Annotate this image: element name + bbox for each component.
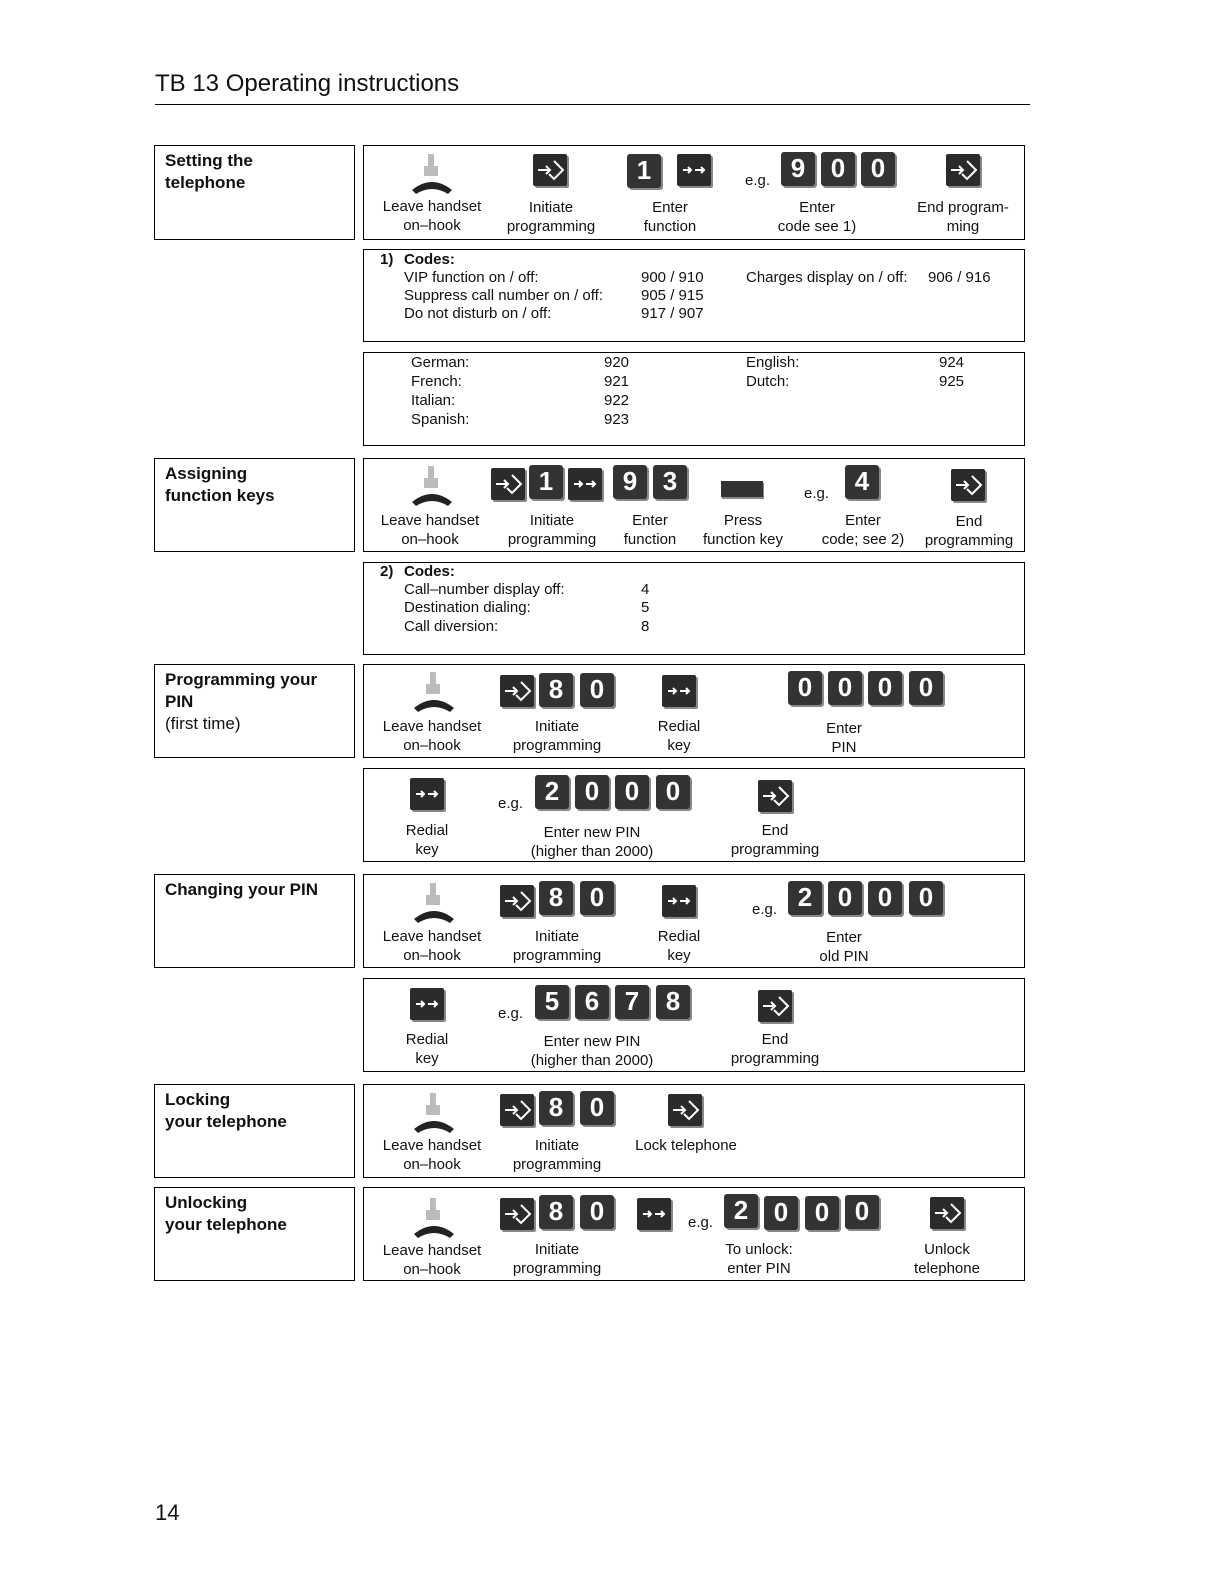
label-line: Setting the	[165, 151, 253, 170]
code-name: Destination dialing:	[404, 599, 531, 616]
digit-key: 0	[805, 1196, 839, 1230]
label-locking-telephone	[154, 1084, 355, 1178]
step-caption: Unlock telephone	[914, 1241, 980, 1277]
program-key-icon	[951, 469, 985, 501]
program-key-icon	[500, 885, 534, 917]
codes-note-2	[363, 562, 1025, 655]
label-assigning-function-keys	[154, 458, 355, 552]
eg-label: e.g.	[498, 1005, 524, 1022]
function-key-icon	[568, 468, 602, 500]
digit-key: 5	[535, 985, 569, 1019]
language-code: 923	[604, 411, 630, 428]
redial-key-icon	[662, 675, 696, 707]
page-number: 14	[155, 1500, 180, 1525]
digit-key: 0	[788, 671, 822, 705]
step-caption: Enter function	[643, 199, 697, 235]
label-line: Programming your	[165, 670, 318, 689]
function-key-icon	[721, 481, 763, 497]
step-caption: End programming	[730, 1031, 820, 1067]
program-key-icon	[500, 675, 534, 707]
code-value: 917 / 907	[641, 305, 704, 322]
digit-key: 0	[828, 881, 862, 915]
step-caption: Leave handset on–hook	[382, 718, 482, 754]
digit-key: 1	[627, 154, 661, 188]
handset-on-hook-icon	[410, 1196, 458, 1240]
digit-key: 2	[788, 881, 822, 915]
digit-key: 0	[909, 881, 943, 915]
step-caption: Initiate programming	[507, 512, 597, 548]
digit-key: 0	[615, 775, 649, 809]
code-value: 905 / 915	[641, 287, 704, 304]
step-caption: Lock telephone	[635, 1137, 737, 1154]
code-value: 8	[641, 618, 650, 635]
label-line: function keys	[165, 486, 275, 505]
language-code: 924	[939, 354, 965, 371]
language-code: 922	[604, 392, 630, 409]
language-name: French:	[411, 373, 462, 390]
code-name: Call diversion:	[404, 618, 499, 635]
language-name: German:	[411, 354, 470, 371]
codes-note-1	[363, 249, 1025, 342]
language-name: Spanish:	[411, 411, 470, 428]
program-key-icon	[500, 1198, 534, 1230]
step-caption: Redial key	[657, 928, 701, 964]
language-name: English:	[746, 354, 800, 371]
note-number: 1)	[380, 251, 394, 268]
code-value: 906 / 916	[928, 269, 991, 286]
label-setting-telephone	[154, 145, 355, 240]
digit-key: 6	[575, 985, 609, 1019]
step-caption: Leave handset on–hook	[382, 1242, 482, 1278]
digit-key: 0	[845, 1195, 879, 1229]
code-name: Suppress call number on / off:	[404, 287, 603, 304]
digit-key: 4	[845, 465, 879, 499]
code-value: 5	[641, 599, 650, 616]
redial-key-icon	[410, 778, 444, 810]
digit-key: 0	[575, 775, 609, 809]
program-key-icon	[758, 990, 792, 1022]
digit-key: 0	[861, 152, 895, 186]
step-caption: Redial key	[657, 718, 701, 754]
step-caption: Leave handset on–hook	[382, 928, 482, 964]
handset-on-hook-icon	[410, 1091, 458, 1135]
digit-key: 0	[764, 1196, 798, 1230]
eg-label: e.g.	[498, 795, 524, 812]
step-caption: Enter old PIN	[819, 929, 869, 965]
digit-key: 0	[868, 881, 902, 915]
digit-key: 2	[535, 775, 569, 809]
code-name: Do not disturb on / off:	[404, 305, 552, 322]
digit-key: 0	[580, 881, 614, 915]
code-name: Charges display on / off:	[746, 269, 908, 286]
digit-key: 0	[580, 1091, 614, 1125]
language-name: Italian:	[411, 392, 456, 409]
language-code: 921	[604, 373, 630, 390]
changing-pin-panel-2	[363, 978, 1025, 1072]
digit-key: 0	[656, 775, 690, 809]
digit-key: 1	[529, 465, 563, 499]
step-caption: Leave handset on–hook	[380, 512, 480, 548]
language-codes-panel	[363, 352, 1025, 446]
title-divider	[155, 104, 1030, 105]
note-heading: Codes:	[404, 251, 455, 268]
handset-on-hook-icon	[408, 464, 456, 508]
program-key-icon	[668, 1094, 702, 1126]
label-line: PIN	[165, 692, 194, 711]
handset-on-hook-icon	[410, 881, 458, 925]
step-caption: End programming	[924, 513, 1014, 549]
assigning-function-keys-panel	[363, 458, 1025, 552]
programming-pin-panel	[363, 664, 1025, 758]
label-unlocking-telephone	[154, 1187, 355, 1281]
label-line: Unlocking	[165, 1193, 248, 1212]
unlocking-telephone-panel	[363, 1187, 1025, 1281]
digit-key: 0	[868, 671, 902, 705]
program-key-icon	[500, 1094, 534, 1126]
program-key-icon	[533, 154, 567, 186]
handset-on-hook-icon	[410, 670, 458, 714]
digit-key: 2	[724, 1194, 758, 1228]
step-caption: Initiate programming	[512, 718, 602, 754]
programming-pin-panel-2	[363, 768, 1025, 862]
step-caption: End programming	[730, 822, 820, 858]
step-caption: Enter PIN	[826, 720, 862, 756]
digit-key: 0	[580, 673, 614, 707]
digit-key: 7	[615, 985, 649, 1019]
label-programming-pin	[154, 664, 355, 758]
step-caption: Leave handset on–hook	[382, 198, 482, 234]
program-key-icon	[491, 468, 525, 500]
eg-label: e.g.	[688, 1214, 714, 1231]
step-caption: Enter new PIN (higher than 2000)	[530, 824, 654, 860]
handset-on-hook-icon	[408, 152, 456, 196]
label-line: Locking	[165, 1090, 231, 1109]
digit-key: 9	[781, 152, 815, 186]
setting-telephone-panel	[363, 145, 1025, 240]
eg-label: e.g.	[745, 172, 771, 189]
step-caption: Redial key	[405, 822, 449, 858]
program-key-icon	[930, 1197, 964, 1229]
digit-key: 3	[653, 465, 687, 499]
step-caption: Initiate programming	[512, 1241, 602, 1277]
digit-key: 8	[656, 985, 690, 1019]
eg-label: e.g.	[804, 485, 830, 502]
redial-key-icon	[637, 1198, 671, 1230]
digit-key: 8	[539, 673, 573, 707]
language-name: Dutch:	[746, 373, 790, 390]
program-key-icon	[946, 154, 980, 186]
language-code: 920	[604, 354, 630, 371]
digit-key: 8	[539, 1091, 573, 1125]
code-name: Call–number display off:	[404, 581, 565, 598]
step-caption: Enter new PIN (higher than 2000)	[530, 1033, 654, 1069]
step-caption: End program- ming	[917, 199, 1009, 235]
step-caption: Initiate programming	[506, 199, 596, 235]
page-title: TB 13 Operating instructions	[155, 70, 460, 97]
label-line: your telephone	[165, 1215, 287, 1234]
digit-key: 0	[821, 152, 855, 186]
note-heading: Codes:	[404, 563, 455, 580]
step-caption: Enter code see 1)	[777, 199, 857, 235]
eg-label: e.g.	[752, 901, 778, 918]
label-line: Assigning	[165, 464, 248, 483]
label-line: your telephone	[165, 1112, 287, 1131]
step-caption: Initiate programming	[512, 928, 602, 964]
redial-key-icon	[662, 885, 696, 917]
digit-key: 8	[539, 1195, 573, 1229]
label-line: Changing your PIN	[165, 880, 318, 899]
digit-key: 8	[539, 881, 573, 915]
note-number: 2)	[380, 563, 394, 580]
digit-key: 9	[613, 465, 647, 499]
label-subline: (first time)	[165, 714, 241, 733]
label-line: telephone	[165, 173, 246, 192]
step-caption: Press function key	[702, 512, 784, 548]
digit-key: 0	[828, 671, 862, 705]
label-changing-pin	[154, 874, 355, 968]
step-caption: Leave handset on–hook	[382, 1137, 482, 1173]
digit-key: 0	[580, 1195, 614, 1229]
step-caption: Initiate programming	[512, 1137, 602, 1173]
changing-pin-panel	[363, 874, 1025, 968]
code-name: VIP function on / off:	[404, 269, 539, 286]
program-key-icon	[758, 780, 792, 812]
function-key-icon	[677, 154, 711, 186]
step-caption: To unlock: enter PIN	[725, 1241, 793, 1277]
step-caption: Redial key	[405, 1031, 449, 1067]
code-value: 900 / 910	[641, 269, 704, 286]
locking-telephone-panel	[363, 1084, 1025, 1178]
digit-key: 0	[909, 671, 943, 705]
step-caption: Enter function	[623, 512, 677, 548]
redial-key-icon	[410, 988, 444, 1020]
code-value: 4	[641, 581, 650, 598]
language-code: 925	[939, 373, 965, 390]
step-caption: Enter code; see 2)	[821, 512, 905, 548]
